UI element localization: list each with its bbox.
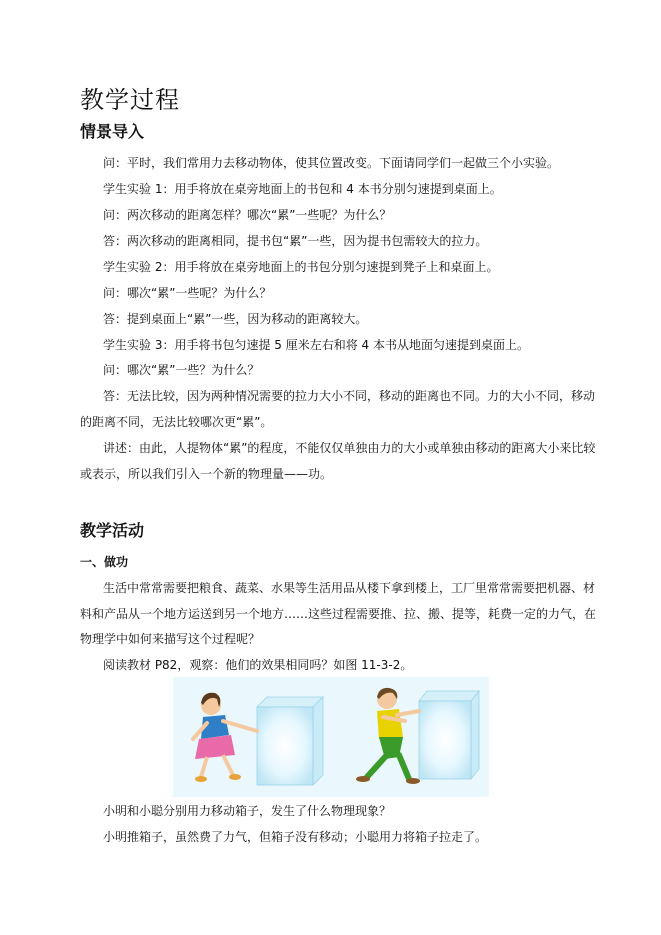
paragraph-line: 答：两次移动的距离相同，提书包“累”一些，因为提书包需较大的拉力。	[103, 234, 488, 248]
figure-pushing-pulling-boxes	[173, 677, 489, 797]
paragraph-line: 问：平时，我们常用力去移动物体，使其位置改变。下面请同学们一起做三个小实验。	[103, 156, 560, 170]
paragraph-line: 学生实验 2：用手将放在桌旁地面上的书包分别匀速提到凳子上和桌面上。	[103, 260, 499, 274]
section-heading-intro: 情景导入	[80, 122, 145, 141]
paragraph-line: 的距离不同，无法比较哪次更“累”。	[80, 415, 273, 429]
paragraph-line: 讲述：由此，人提物体“累”的程度，不能仅仅单独由力的大小或单独由移动的距离大小来比较	[103, 441, 596, 455]
paragraph-line: 答：提到桌面上“累”一些，因为移动的距离较大。	[103, 312, 368, 326]
box-right	[419, 691, 479, 779]
page-title: 教学过程	[80, 86, 180, 114]
paragraph-line: 学生实验 1：用手将放在桌旁地面上的书包和 4 本书分别匀速提到桌面上。	[103, 182, 502, 196]
subsection-heading-work: 一、做功	[80, 555, 129, 569]
paragraph-line: 学生实验 3：用手将书包匀速提 5 厘米左右和将 4 本书从地面匀速提到桌面上。	[103, 338, 529, 352]
paragraph-line: 问：哪次“累”一些？为什么？	[103, 363, 260, 377]
paragraph-line: 小明推箱子，虽然费了力气，但箱子没有移动；小聪用力将箱子拉走了。	[103, 830, 488, 844]
paragraph-line: 问：哪次“累”一些呢？为什么？	[103, 286, 272, 300]
paragraph-line: 物理学中如何来描写这个过程呢？	[80, 632, 261, 646]
paragraph-line: 答：无法比较，因为两种情况需要的拉力大小不同，移动的距离也不同。力的大小不同，移动	[103, 389, 596, 403]
box-left	[257, 697, 323, 785]
paragraph-line: 小明和小聪分别用力移动箱子，发生了什么物理现象？	[103, 804, 392, 818]
paragraph-line: 问：两次移动的距离怎样？哪次“累”一些呢？为什么？	[103, 208, 392, 222]
paragraph-line: 料和产品从一个地方运送到另一个地方……这些过程需要推、拉、搬、提等，耗费一定的力气，在	[80, 607, 597, 621]
paragraph-line: 或表示，所以我们引入一个新的物理量——功。	[80, 467, 333, 481]
section-heading-activity: 教学活动	[80, 521, 145, 540]
paragraph-line: 生活中常常需要把粮食、蔬菜、水果等生活用品从楼下拿到楼上，工厂里常常需要把机器、材	[103, 581, 596, 595]
paragraph-line: 阅读教材 P82，观察：他们的效果相同吗？如图 11-3-2。	[103, 658, 413, 672]
